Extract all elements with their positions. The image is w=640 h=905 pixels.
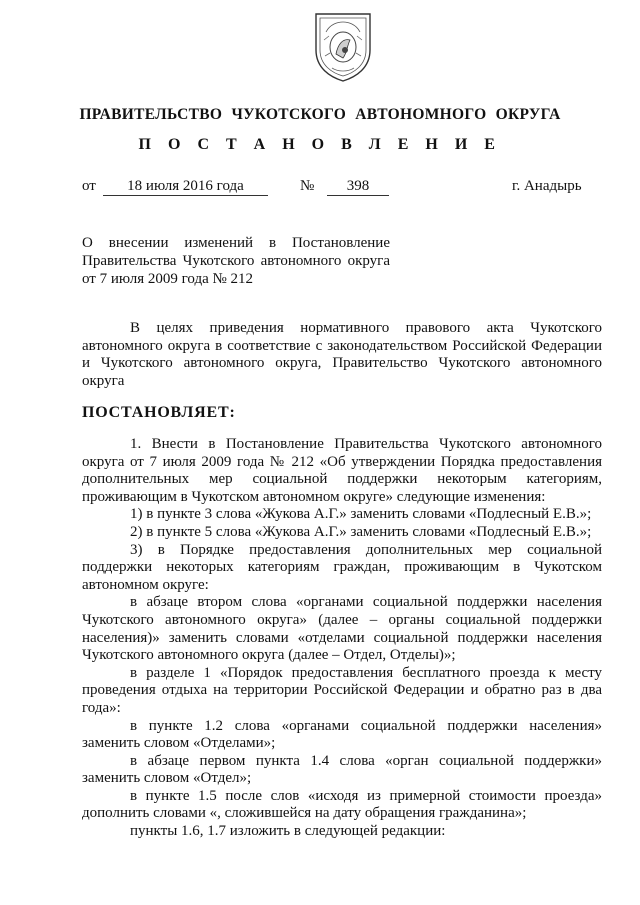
document-meta-row [0,178,640,200]
document-city: г. Анадырь [512,178,582,194]
clause-paragraph: в пункте 1.5 после слов «исходя из примерной стоимости проезда» дополнить словами «, сложившейся на дату обращения гражданина»; [82,787,602,822]
document-date: 18 июля 2016 года [103,178,268,196]
preamble-paragraph: В целях приведения нормативного правового акта Чукотского автономного округа в соответствие с законодательством Российской Федерации и Чукотского автономного округа, Правительство Чукотского автономного округа [82,320,602,389]
clauses-list [82,436,602,841]
clause-paragraph: 2) в пункте 5 слова «Жукова А.Г.» заменить словами «Подлесный Е.В.»; [130,523,592,540]
clause-paragraph: в абзаце втором слова «органами социальной поддержки населения Чукотского автономного округа» (далее – органы социальной поддержки населения)» заменить словами «отделами социальной поддержки населения Чукотского автономного округа (далее – Отдел, Отделы)»; [82,594,602,664]
document-subject: О внесении изменений в Постановление Правительства Чукотского автономного округа от 7 июля 2009 года № 212 [82,235,390,287]
government-title: ПРАВИТЕЛЬСТВО ЧУКОТСКОГО АВТОНОМНОГО ОКРУГА [79,106,561,123]
document-number: 398 [327,178,389,196]
coat-of-arms-graphic [310,10,376,84]
preamble [82,320,602,390]
clause-paragraph: в разделе 1 «Порядок предоставления бесплатного проезда к месту проведения отдыха на территории Российской Федерации и обратно раз в два года»: [82,664,602,716]
date-prefix: от [82,178,96,194]
number-prefix: № [300,178,315,194]
clause-paragraph: 1) в пункте 3 слова «Жукова А.Г.» заменить словами «Подлесный Е.В.»; [130,506,592,523]
document-type-title: П О С Т А Н О В Л Е Н И Е [138,136,502,153]
coat-of-arms-icon [310,10,376,84]
decree-heading: ПОСТАНОВЛЯЕТ: [82,404,236,421]
clause-paragraph: пункты 1.6, 1.7 изложить в следующей редакции: [130,823,446,840]
clause-paragraph: 3) в Порядке предоставления дополнительных мер социальной поддержки некоторых категориям граждан, проживающим в Чукотском автономном округе: [82,541,602,593]
clause-paragraph: в абзаце первом пункта 1.4 слова «орган социальной поддержки» заменить словом «Отдел»; [82,752,602,787]
clause-paragraph: в пункте 1.2 слова «органами социальной поддержки населения» заменить словом «Отделами»; [82,717,602,752]
clause-paragraph: 1. Внести в Постановление Правительства Чукотского автономного округа от 7 июля 2009 года № 212 «Об утверждении Порядка предоставления дополнительных мер социальной поддержки некоторым категориям, проживающим в Чукотском автономном округе» следующие изменения: [82,436,602,505]
